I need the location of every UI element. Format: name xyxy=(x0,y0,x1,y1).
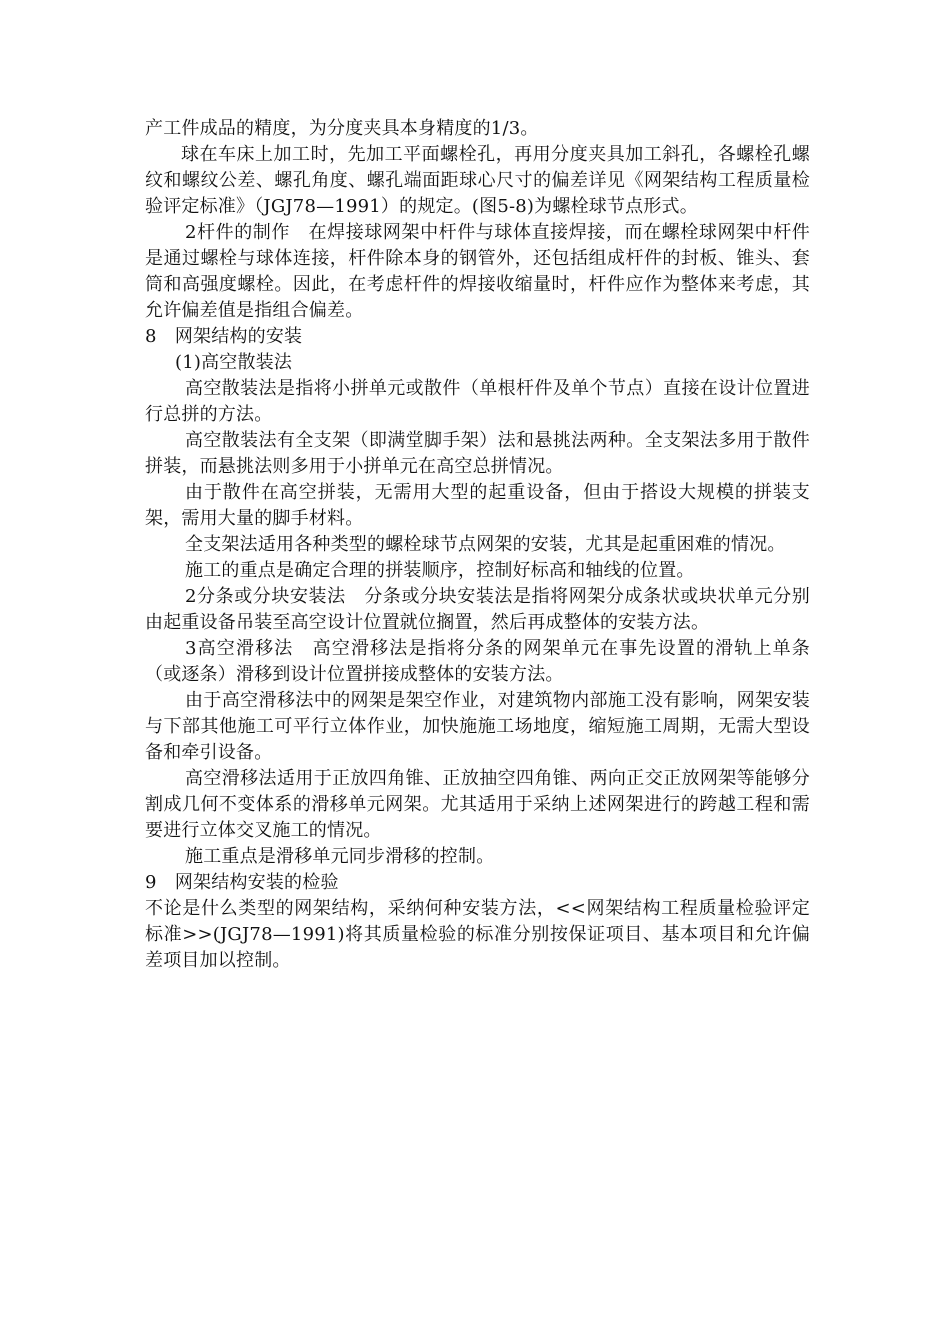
paragraph-ball-machining: 球在车床上加工时，先加工平面螺栓孔，再用分度夹具加工斜孔，各螺栓孔螺纹和螺纹公差、螺孔角度、螺孔端面距球心尺寸的偏差详见《网架结构工程质量检验评定标准》（JGJ78—1991）的规定。(图5-8)为螺栓球节点形式。 xyxy=(145,144,810,217)
document-page xyxy=(145,116,810,974)
paragraph-member-fabrication: 2杆件的制作 在焊接球网架中杆件与球体直接焊接，而在螺栓球网架中杆件是通过螺栓与球体连接，杆件除本身的钢管外，还包括组成杆件的封板、锥头、套筒和高强度螺栓。因此，在考虑杆件的焊接收缩量时，杆件应作为整体来考虑，其允许偏差值是指组合偏差。 xyxy=(145,222,810,321)
paragraph-assembly-materials: 由于散件在高空拼装，无需用大型的起重设备，但由于搭设大规模的拼装支架，需用大量的脚手材料。 xyxy=(145,482,810,529)
section-heading-inspection: 9 网架结构安装的检验 xyxy=(145,872,339,893)
paragraph-construction-focus: 施工的重点是确定合理的拼装顺序，控制好标高和轴线的位置。 xyxy=(185,560,695,581)
paragraph-sliding-method: 3高空滑移法 高空滑移法是指将分条的网架单元在事先设置的滑轨上单条（或逐条）滑移到设计位置拼接成整体的安装方法。 xyxy=(145,638,810,685)
paragraph-assembly-methods: 高空散装法有全支架（即满堂脚手架）法和悬挑法两种。全支架法多用于散件拼装，而悬挑法则多用于小拼单元在高空总拼情况。 xyxy=(145,430,810,477)
paragraph-assembly-definition: 高空散装法是指将小拼单元或散件（单根杆件及单个节点）直接在设计位置进行总拼的方法。 xyxy=(145,378,810,425)
paragraph-continuation: 产工件成品的精度，为分度夹具本身精度的1/3。 xyxy=(145,118,539,139)
paragraph-inspection-standard: 不论是什么类型的网架结构，采纳何种安装方法，<<网架结构工程质量检验评定标准>>(JGJ78—1991)将其质量检验的标准分别按保证项目、基本项目和允许偏差项目加以控制。 xyxy=(145,898,810,971)
paragraph-strip-block-method: 2分条或分块安装法 分条或分块安装法是指将网架分成条状或块状单元分别由起重设备吊装至高空设计位置就位搁置，然后再成整体的安装方法。 xyxy=(145,586,810,633)
paragraph-sliding-focus: 施工重点是滑移单元同步滑移的控制。 xyxy=(185,846,495,867)
paragraph-sliding-applications: 高空滑移法适用于正放四角锥、正放抽空四角锥、两向正交正放网架等能够分割成几何不变体系的滑移单元网架。尤其适用于采纳上述网架进行的跨越工程和需要进行立体交叉施工的情况。 xyxy=(145,768,810,841)
section-heading-installation: 8 网架结构的安装 xyxy=(145,326,303,347)
paragraph-sliding-advantages: 由于高空滑移法中的网架是架空作业，对建筑物内部施工没有影响，网架安装与下部其他施工可平行立体作业，加快施施工场地度，缩短施工周期，无需大型设备和牵引设备。 xyxy=(145,690,810,763)
subheading-high-altitude-assembly: (1)高空散装法 xyxy=(175,352,293,373)
paragraph-full-support-usage: 全支架法适用各种类型的螺栓球节点网架的安装，尤其是起重困难的情况。 xyxy=(185,534,786,555)
